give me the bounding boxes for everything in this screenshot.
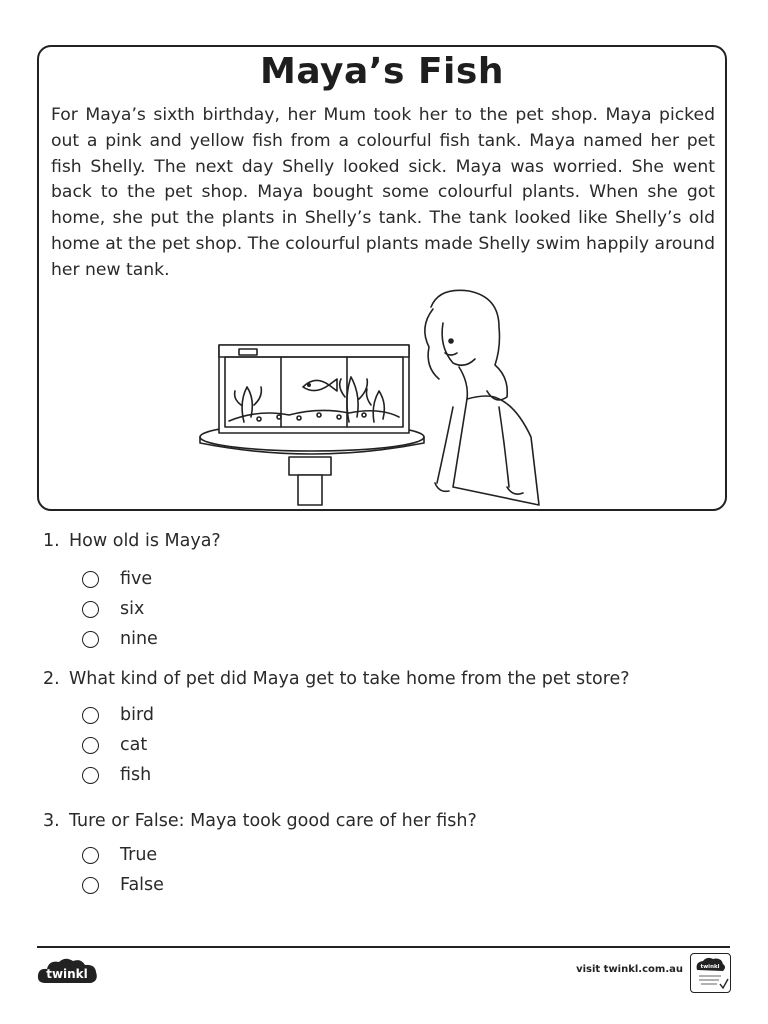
option-fish[interactable] xyxy=(82,765,151,785)
question-number: 3. xyxy=(43,811,60,831)
radio-circle-icon[interactable] xyxy=(82,571,99,588)
question-1 xyxy=(43,531,221,551)
twinkl-logo[interactable] xyxy=(37,957,99,989)
radio-circle-icon[interactable] xyxy=(82,707,99,724)
option-label: nine xyxy=(120,629,158,649)
girl-fish-tank-illustration xyxy=(199,287,579,507)
visit-link[interactable]: visit twinkl.com.au xyxy=(576,964,683,975)
option-bird[interactable] xyxy=(82,705,154,725)
radio-circle-icon[interactable] xyxy=(82,877,99,894)
option-false[interactable] xyxy=(82,875,164,895)
option-label: True xyxy=(120,845,158,865)
page-title: Maya’s Fish xyxy=(260,51,504,92)
question-3 xyxy=(43,811,477,831)
option-five[interactable] xyxy=(82,569,152,589)
question-text: What kind of pet did Maya get to take home from the pet store? xyxy=(69,669,630,689)
radio-circle-icon[interactable] xyxy=(82,601,99,618)
option-nine[interactable] xyxy=(82,629,158,649)
question-number: 1. xyxy=(43,531,60,551)
option-label: bird xyxy=(120,705,154,725)
question-2 xyxy=(43,669,630,689)
question-number: 2. xyxy=(43,669,60,689)
quality-badge xyxy=(690,953,731,993)
option-label: five xyxy=(120,569,153,589)
logo-text: twinkl xyxy=(46,967,88,981)
footer-divider xyxy=(37,946,730,948)
option-label: fish xyxy=(120,765,152,785)
option-label: cat xyxy=(120,735,148,755)
radio-circle-icon[interactable] xyxy=(82,631,99,648)
option-label: False xyxy=(120,875,164,895)
option-label: six xyxy=(120,599,145,619)
badge-icon xyxy=(691,954,730,992)
radio-circle-icon[interactable] xyxy=(82,737,99,754)
question-text: Ture or False: Maya took good care of her fish? xyxy=(69,811,477,831)
story-box xyxy=(37,45,727,511)
badge-text: twinkl xyxy=(700,964,720,970)
radio-circle-icon[interactable] xyxy=(82,847,99,864)
question-text: How old is Maya? xyxy=(69,531,221,551)
option-true[interactable] xyxy=(82,845,157,865)
option-cat[interactable] xyxy=(82,735,147,755)
radio-circle-icon[interactable] xyxy=(82,767,99,784)
option-six[interactable] xyxy=(82,599,144,619)
story-text: For Maya’s sixth birthday, her Mum took her to the pet shop. Maya picked out a pink and yellow fish from a colourful fish tank. Maya named her pet fish Shelly. The next day Shelly looked sick. Maya was worried. She went back to the pet shop. Maya bought some colourful plants. When she got home, she put the plants in Shelly’s tank. The tank looked like Shelly’s old home at the pet shop. The colourful plants made Shelly swim happily around her new tank. xyxy=(51,105,715,280)
